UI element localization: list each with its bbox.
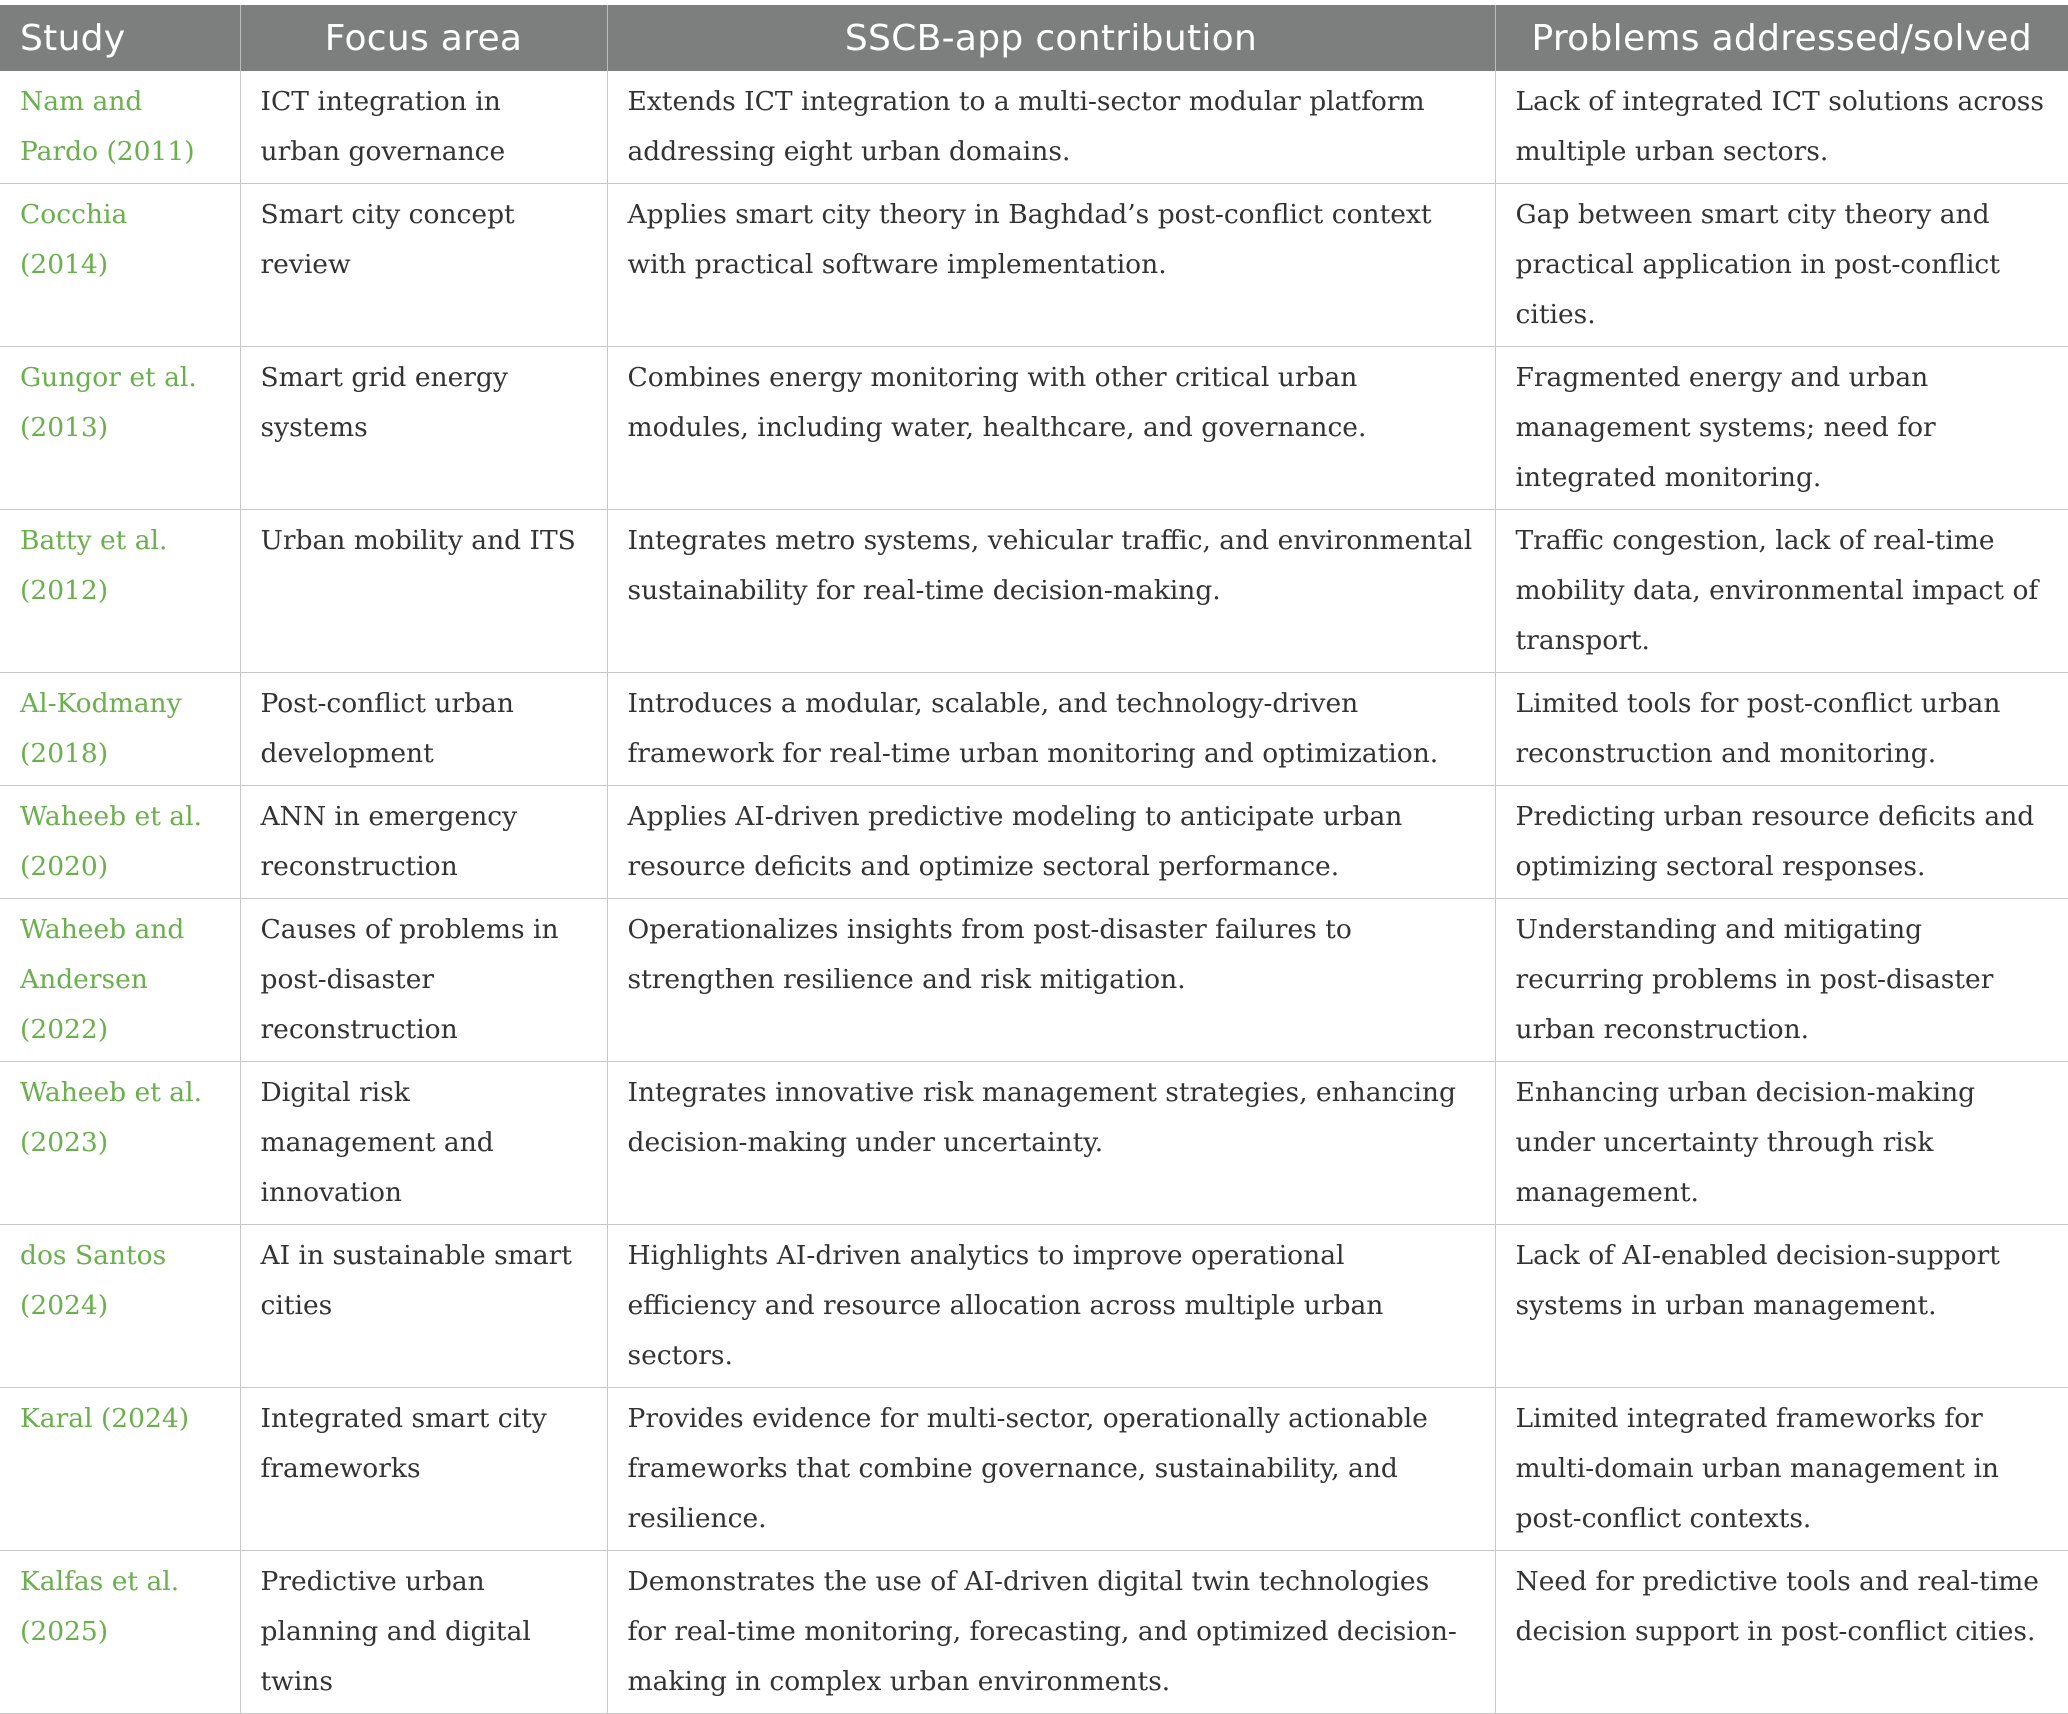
header-focus-area: Focus area xyxy=(240,5,607,71)
contribution-cell: Introduces a modular, scalable, and technology-driven framework for real-time urban monitoring and optimization. xyxy=(607,673,1495,786)
focus-area-cell: ANN in emergency reconstruction xyxy=(240,786,607,899)
table-row xyxy=(0,1225,2068,1388)
study-citation-link[interactable]: Kalfas et al. (2025) xyxy=(0,1551,240,1714)
studies-comparison-table xyxy=(0,5,2068,1714)
focus-area-cell: Predictive urban planning and digital twins xyxy=(240,1551,607,1714)
contribution-cell: Demonstrates the use of AI-driven digital twin technologies for real-time monitoring, forecasting, and optimized decision-making in complex urban environments. xyxy=(607,1551,1495,1714)
table-row xyxy=(0,1062,2068,1225)
focus-area-cell: Urban mobility and ITS xyxy=(240,510,607,673)
problems-cell: Need for predictive tools and real-time decision support in post-conflict cities. xyxy=(1495,1551,2068,1714)
focus-area-cell: Smart grid energy systems xyxy=(240,347,607,510)
study-citation-link[interactable]: Batty et al. (2012) xyxy=(0,510,240,673)
contribution-cell: Highlights AI-driven analytics to improve operational efficiency and resource allocation across multiple urban sectors. xyxy=(607,1225,1495,1388)
focus-area-cell: Smart city concept review xyxy=(240,184,607,347)
contribution-cell: Operationalizes insights from post-disaster failures to strengthen resilience and risk mitigation. xyxy=(607,899,1495,1062)
study-citation-link[interactable]: Cocchia (2014) xyxy=(0,184,240,347)
study-citation-link[interactable]: Al-Kodmany (2018) xyxy=(0,673,240,786)
focus-area-cell: Digital risk management and innovation xyxy=(240,1062,607,1225)
header-sscb-contribution: SSCB-app contribution xyxy=(607,5,1495,71)
studies-table-container xyxy=(0,5,2068,1714)
problems-cell: Fragmented energy and urban management systems; need for integrated monitoring. xyxy=(1495,347,2068,510)
contribution-cell: Provides evidence for multi-sector, operationally actionable frameworks that combine governance, sustainability, and resilience. xyxy=(607,1388,1495,1551)
problems-cell: Limited integrated frameworks for multi-domain urban management in post-conflict contexts. xyxy=(1495,1388,2068,1551)
contribution-cell: Extends ICT integration to a multi-sector modular platform addressing eight urban domains. xyxy=(607,71,1495,184)
table-header xyxy=(0,5,2068,71)
study-citation-link[interactable]: Waheeb et al. (2020) xyxy=(0,786,240,899)
contribution-cell: Combines energy monitoring with other critical urban modules, including water, healthcare, and governance. xyxy=(607,347,1495,510)
table-row xyxy=(0,510,2068,673)
header-row xyxy=(0,5,2068,71)
focus-area-cell: Causes of problems in post-disaster reconstruction xyxy=(240,899,607,1062)
table-row xyxy=(0,184,2068,347)
focus-area-cell: Integrated smart city frameworks xyxy=(240,1388,607,1551)
table-row xyxy=(0,786,2068,899)
contribution-cell: Applies smart city theory in Baghdad’s post-conflict context with practical software implementation. xyxy=(607,184,1495,347)
problems-cell: Predicting urban resource deficits and optimizing sectoral responses. xyxy=(1495,786,2068,899)
contribution-cell: Integrates metro systems, vehicular traffic, and environmental sustainability for real-time decision-making. xyxy=(607,510,1495,673)
contribution-cell: Integrates innovative risk management strategies, enhancing decision-making under uncertainty. xyxy=(607,1062,1495,1225)
table-row xyxy=(0,1551,2068,1714)
problems-cell: Gap between smart city theory and practical application in post-conflict cities. xyxy=(1495,184,2068,347)
study-citation-link[interactable]: Karal (2024) xyxy=(0,1388,240,1551)
table-row xyxy=(0,899,2068,1062)
table-row xyxy=(0,347,2068,510)
study-citation-link[interactable]: dos Santos (2024) xyxy=(0,1225,240,1388)
problems-cell: Enhancing urban decision-making under uncertainty through risk management. xyxy=(1495,1062,2068,1225)
study-citation-link[interactable]: Waheeb and Andersen (2022) xyxy=(0,899,240,1062)
focus-area-cell: Post-conflict urban development xyxy=(240,673,607,786)
header-study: Study xyxy=(0,5,240,71)
study-citation-link[interactable]: Gungor et al. (2013) xyxy=(0,347,240,510)
focus-area-cell: ICT integration in urban governance xyxy=(240,71,607,184)
header-problems-addressed: Problems addressed/solved xyxy=(1495,5,2068,71)
focus-area-cell: AI in sustainable smart cities xyxy=(240,1225,607,1388)
problems-cell: Lack of AI-enabled decision-support systems in urban management. xyxy=(1495,1225,2068,1388)
table-row xyxy=(0,1388,2068,1551)
table-row xyxy=(0,673,2068,786)
study-citation-link[interactable]: Nam and Pardo (2011) xyxy=(0,71,240,184)
problems-cell: Understanding and mitigating recurring problems in post-disaster urban reconstruction. xyxy=(1495,899,2068,1062)
study-citation-link[interactable]: Waheeb et al. (2023) xyxy=(0,1062,240,1225)
contribution-cell: Applies AI-driven predictive modeling to anticipate urban resource deficits and optimize sectoral performance. xyxy=(607,786,1495,899)
problems-cell: Lack of integrated ICT solutions across multiple urban sectors. xyxy=(1495,71,2068,184)
problems-cell: Traffic congestion, lack of real-time mobility data, environmental impact of transport. xyxy=(1495,510,2068,673)
problems-cell: Limited tools for post-conflict urban reconstruction and monitoring. xyxy=(1495,673,2068,786)
table-row xyxy=(0,71,2068,184)
table-body xyxy=(0,71,2068,1714)
